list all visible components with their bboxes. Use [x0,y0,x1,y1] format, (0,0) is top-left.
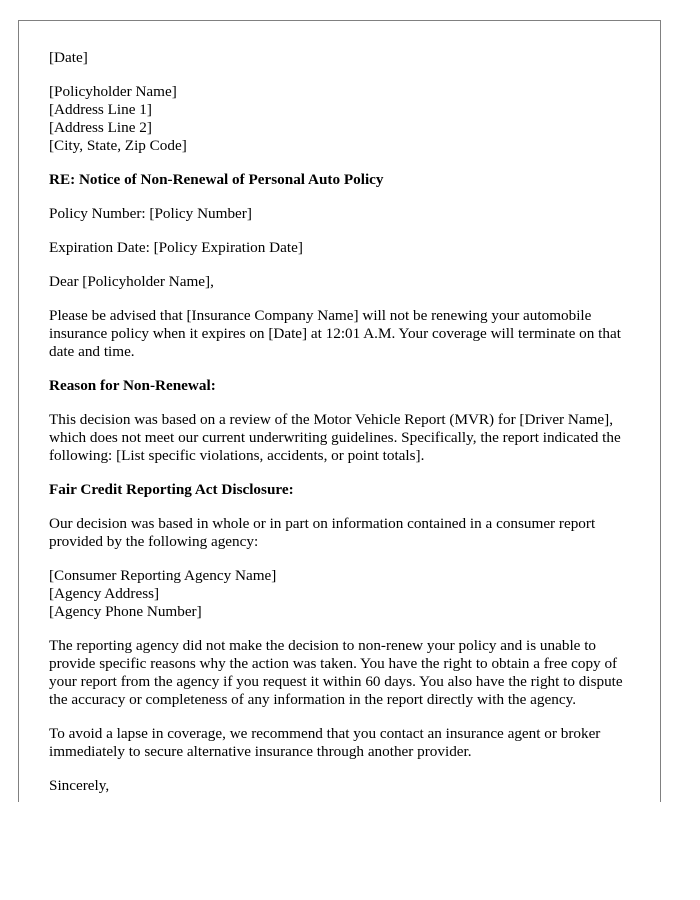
letter-body [49,49,639,802]
agency-address: [Agency Address] [49,585,160,602]
recipient-address-line-2: [Address Line 2] [49,119,152,136]
signoff: Sincerely, [49,777,110,794]
letter-page [18,20,661,802]
intro-paragraph: Please be advised that [Insurance Company Name] will not be renewing your automobile insurance policy when it expires on [Date] at 12:01 A.M. Your coverage will terminate on that date and time. [49,307,621,360]
recipient-city-state-zip: [City, State, Zip Code] [49,137,187,154]
agency-block [49,567,639,621]
recipient-address-line-1: [Address Line 1] [49,101,152,118]
fcra-heading: Fair Credit Reporting Act Disclosure: [49,481,294,498]
policy-number: Policy Number: [Policy Number] [49,205,252,222]
recipient-name: [Policyholder Name] [49,83,177,100]
expiration-date: Expiration Date: [Policy Expiration Date] [49,239,303,256]
reason-heading: Reason for Non-Renewal: [49,377,216,394]
rights-paragraph: The reporting agency did not make the decision to non-renew your policy and is unable to provide specific reasons why the action was taken. You have the right to obtain a free copy of your report from the agency if you request it within 60 days. You also have the right to dispute the accuracy or completeness of any information in the report directly with the agency. [49,637,623,708]
closing-paragraph: To avoid a lapse in coverage, we recommend that you contact an insurance agent or broker immediately to secure alternative insurance through another provider. [49,725,601,760]
letter-subject: RE: Notice of Non-Renewal of Personal Auto Policy [49,171,384,188]
agency-phone: [Agency Phone Number] [49,603,202,620]
salutation: Dear [Policyholder Name], [49,273,214,290]
recipient-address-block [49,83,639,155]
reason-paragraph: This decision was based on a review of the Motor Vehicle Report (MVR) for [Driver Name], which does not meet our current underwriting guidelines. Specifically, the report indicated the following: [List specific violations, accidents, or point totals]. [49,411,621,464]
agency-name: [Consumer Reporting Agency Name] [49,567,277,584]
letter-date: [Date] [49,49,88,66]
fcra-paragraph: Our decision was based in whole or in part on information contained in a consumer report provided by the following agency: [49,515,596,550]
